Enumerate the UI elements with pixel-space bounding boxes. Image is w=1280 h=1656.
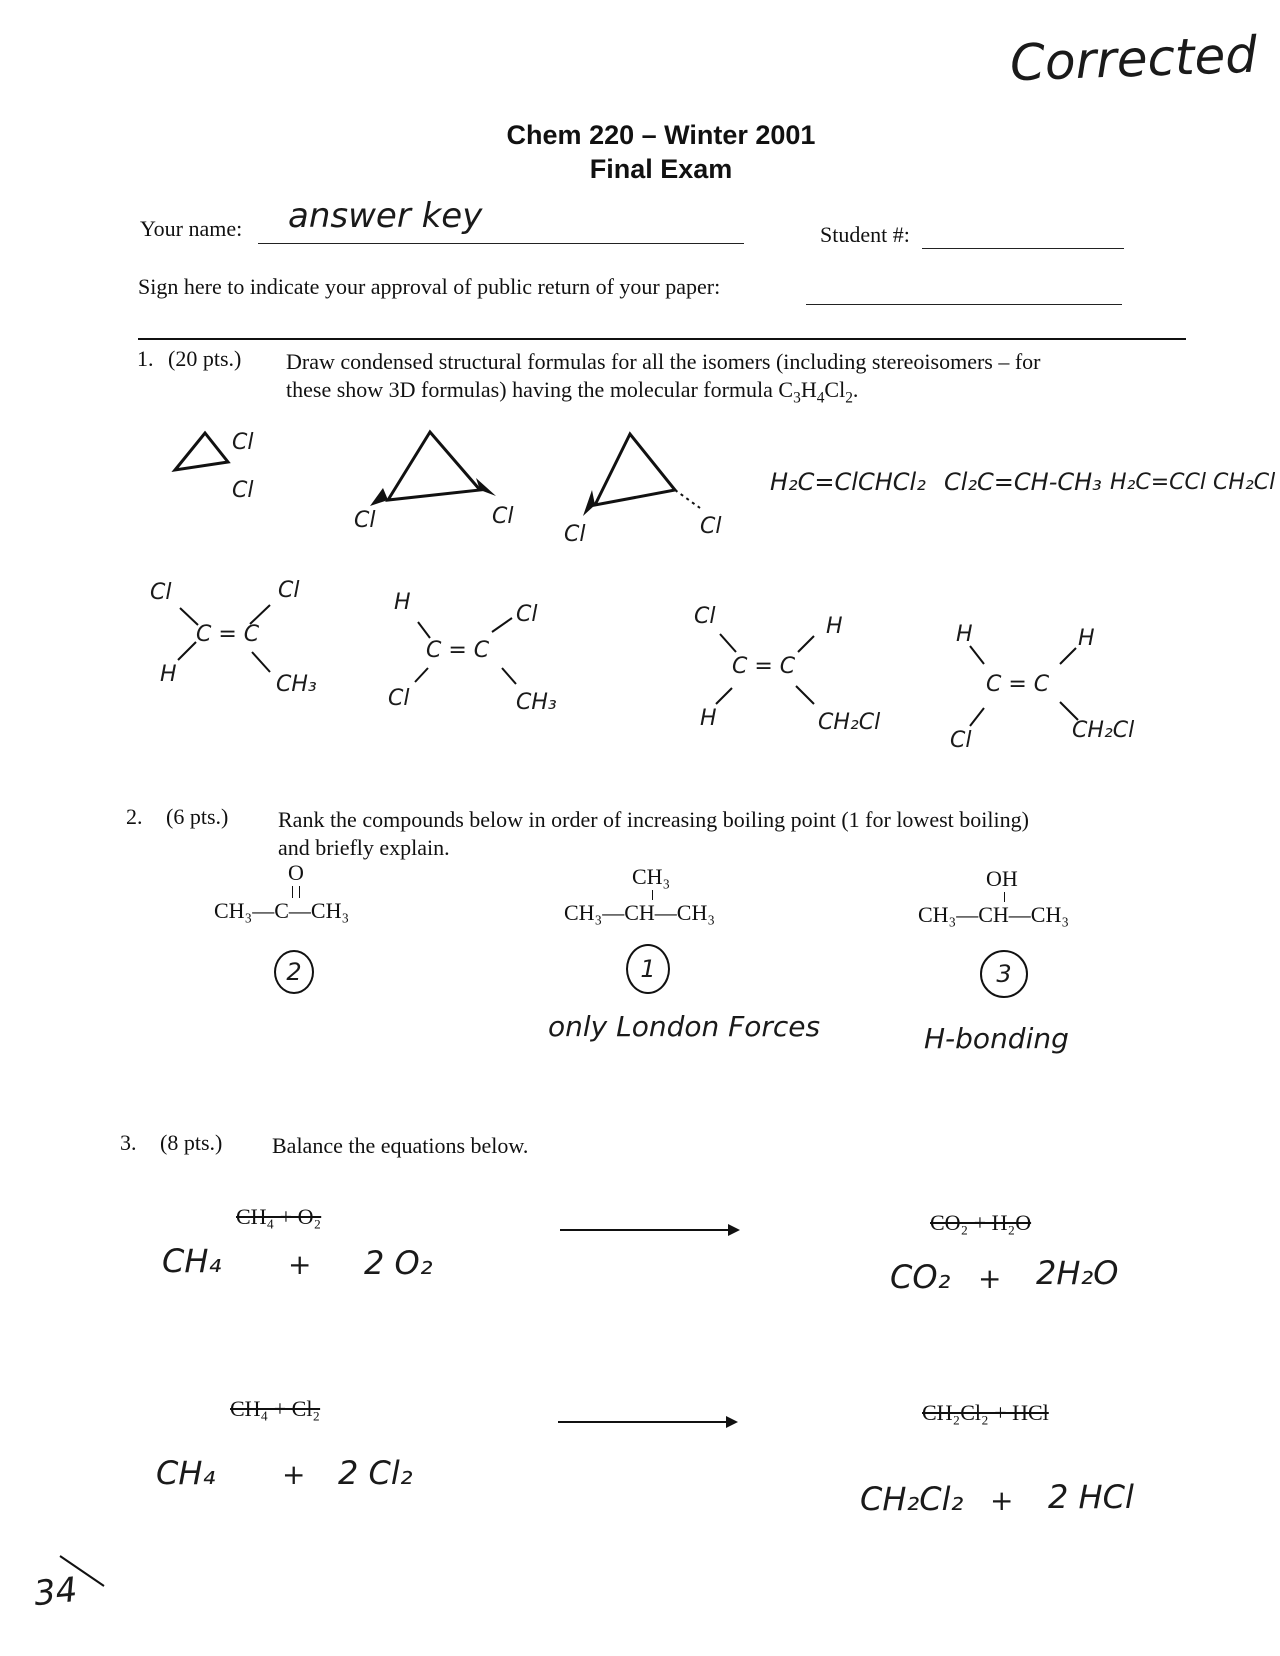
q1-s3: 2 xyxy=(845,389,853,407)
eq1-plus-2: + xyxy=(978,1262,1002,1295)
alk3-cl: Cl xyxy=(694,604,716,629)
q1-s1: 3 xyxy=(793,389,801,407)
q2-number: 2. xyxy=(126,804,143,829)
compound-3-note: H-bonding xyxy=(924,1022,1069,1055)
q1-t2c: Cl xyxy=(824,377,846,402)
alk4-ch2cl: CH₂Cl xyxy=(1072,718,1135,743)
alk4-cl: Cl xyxy=(950,728,972,753)
eq1-printed-left: CH₄ + O₂ xyxy=(236,1204,322,1229)
alk1-ch3: CH₃ xyxy=(276,672,317,697)
alk4-h-a: H xyxy=(956,622,973,647)
q1-t2d: . xyxy=(852,377,859,402)
alk1-cl-a: Cl xyxy=(150,580,172,605)
eq2-hand-a: CH₄ xyxy=(156,1454,216,1492)
alk3-ch2cl: CH₂Cl xyxy=(818,710,881,735)
q1-points: (20 pts.) xyxy=(168,346,242,371)
exam-title: Chem 220 – Winter 2001 xyxy=(506,120,816,150)
alk2-cc: C = C xyxy=(426,638,490,663)
alk2-ch3: CH₃ xyxy=(516,690,557,715)
eq2-plus-1: + xyxy=(282,1458,306,1491)
q3-text: Balance the equations below. xyxy=(272,1133,529,1158)
alk2-cl-a: Cl xyxy=(388,686,410,711)
alk3-h-a: H xyxy=(700,706,717,731)
name-value: answer key xyxy=(288,196,483,236)
compound-2-main: CH₃—CH—CH₃ xyxy=(564,900,716,925)
eq2-plus-2: + xyxy=(990,1484,1014,1517)
formula-3: H₂C=CCl CH₂Cl xyxy=(1110,470,1276,495)
alk2-h: H xyxy=(394,590,411,615)
q2-points: (6 pts.) xyxy=(166,804,229,829)
q2-text-line2: and briefly explain. xyxy=(278,835,450,860)
eq1-hand-a: CH₄ xyxy=(162,1242,222,1280)
compound-3-main: CH₃—CH—CH₃ xyxy=(918,902,1070,927)
ring3-cl-a: Cl xyxy=(564,522,586,547)
compound-1-double-bond xyxy=(292,886,300,898)
ring3-cl-b: Cl xyxy=(700,514,722,539)
alk1-cc: C = C xyxy=(196,622,260,647)
compound-2-rank: 1 xyxy=(626,944,670,994)
ring2-cl-a: Cl xyxy=(354,508,376,533)
eq1-hand-d: 2H₂O xyxy=(1036,1254,1119,1292)
ring1-cl-b: Cl xyxy=(232,478,254,503)
eq1-arrow xyxy=(560,1220,740,1240)
compound-1-main: CH₃—C—CH₃ xyxy=(214,898,350,923)
q1-number: 1. xyxy=(137,346,154,371)
name-label: Your name: xyxy=(140,216,243,241)
compound-3-top: OH xyxy=(986,866,1018,891)
q1-t2a: these show 3D formulas) having the molecular formula C xyxy=(286,377,794,402)
eq1-printed-right: CO₂ + H₂O xyxy=(930,1210,1032,1235)
student-number-label: Student #: xyxy=(820,222,910,247)
eq2-printed-left: CH₄ + Cl₂ xyxy=(230,1396,321,1421)
q3-points: (8 pts.) xyxy=(160,1130,223,1155)
compound-3-bond xyxy=(1004,892,1005,902)
q1-text-line1: Draw condensed structural formulas for all the isomers (including stereoisomers – for xyxy=(286,349,1041,374)
eq2-arrow xyxy=(558,1412,738,1432)
compound-3-rank: 3 xyxy=(980,950,1028,998)
compound-2-top: CH₃ xyxy=(632,864,671,889)
eq2-printed-right: CH₂Cl₂ + HCl xyxy=(922,1400,1049,1425)
eq1-hand-c: CO₂ xyxy=(890,1258,951,1296)
compound-2-note: only London Forces xyxy=(548,1010,821,1043)
eq1-hand-b: 2 O₂ xyxy=(364,1244,433,1282)
exam-subtitle: Final Exam xyxy=(589,154,733,184)
signature-label: Sign here to indicate your approval of public return of your paper: xyxy=(138,274,721,299)
formula-1: H₂C=ClCHCl₂ xyxy=(770,468,926,496)
ring2-cl-b: Cl xyxy=(492,504,514,529)
corrected-stamp: Corrected xyxy=(1009,25,1258,93)
alk4-cc: C = C xyxy=(986,672,1050,697)
alk1-h: H xyxy=(160,662,177,687)
eq2-hand-b: 2 Cl₂ xyxy=(338,1454,413,1492)
alk1-cl-b: Cl xyxy=(278,578,300,603)
q2-text-line1: Rank the compounds below in order of increasing boiling point (1 for lowest boiling) xyxy=(278,807,1029,832)
alk3-h-b: H xyxy=(826,614,843,639)
eq1-plus-1: + xyxy=(288,1248,312,1281)
corner-tick xyxy=(60,1556,110,1596)
ring1-cl-a: Cl xyxy=(232,430,254,455)
q3-number: 3. xyxy=(120,1130,137,1155)
alk4-h-b: H xyxy=(1078,626,1095,651)
q1-t2b: H xyxy=(800,377,817,402)
alk3-cc: C = C xyxy=(732,654,796,679)
alk2-cl-b: Cl xyxy=(516,602,538,627)
compound-2-bond xyxy=(652,890,653,900)
eq2-hand-d: 2 HCl xyxy=(1048,1478,1134,1516)
compound-1-rank: 2 xyxy=(274,950,314,994)
q1-s2: 4 xyxy=(816,389,825,407)
compound-1-top: O xyxy=(288,860,304,885)
formula-2: Cl₂C=CH-CH₃ xyxy=(944,468,1102,496)
eq2-hand-c: CH₂Cl₂ xyxy=(860,1480,964,1518)
corner-score: 34 xyxy=(32,1569,80,1615)
